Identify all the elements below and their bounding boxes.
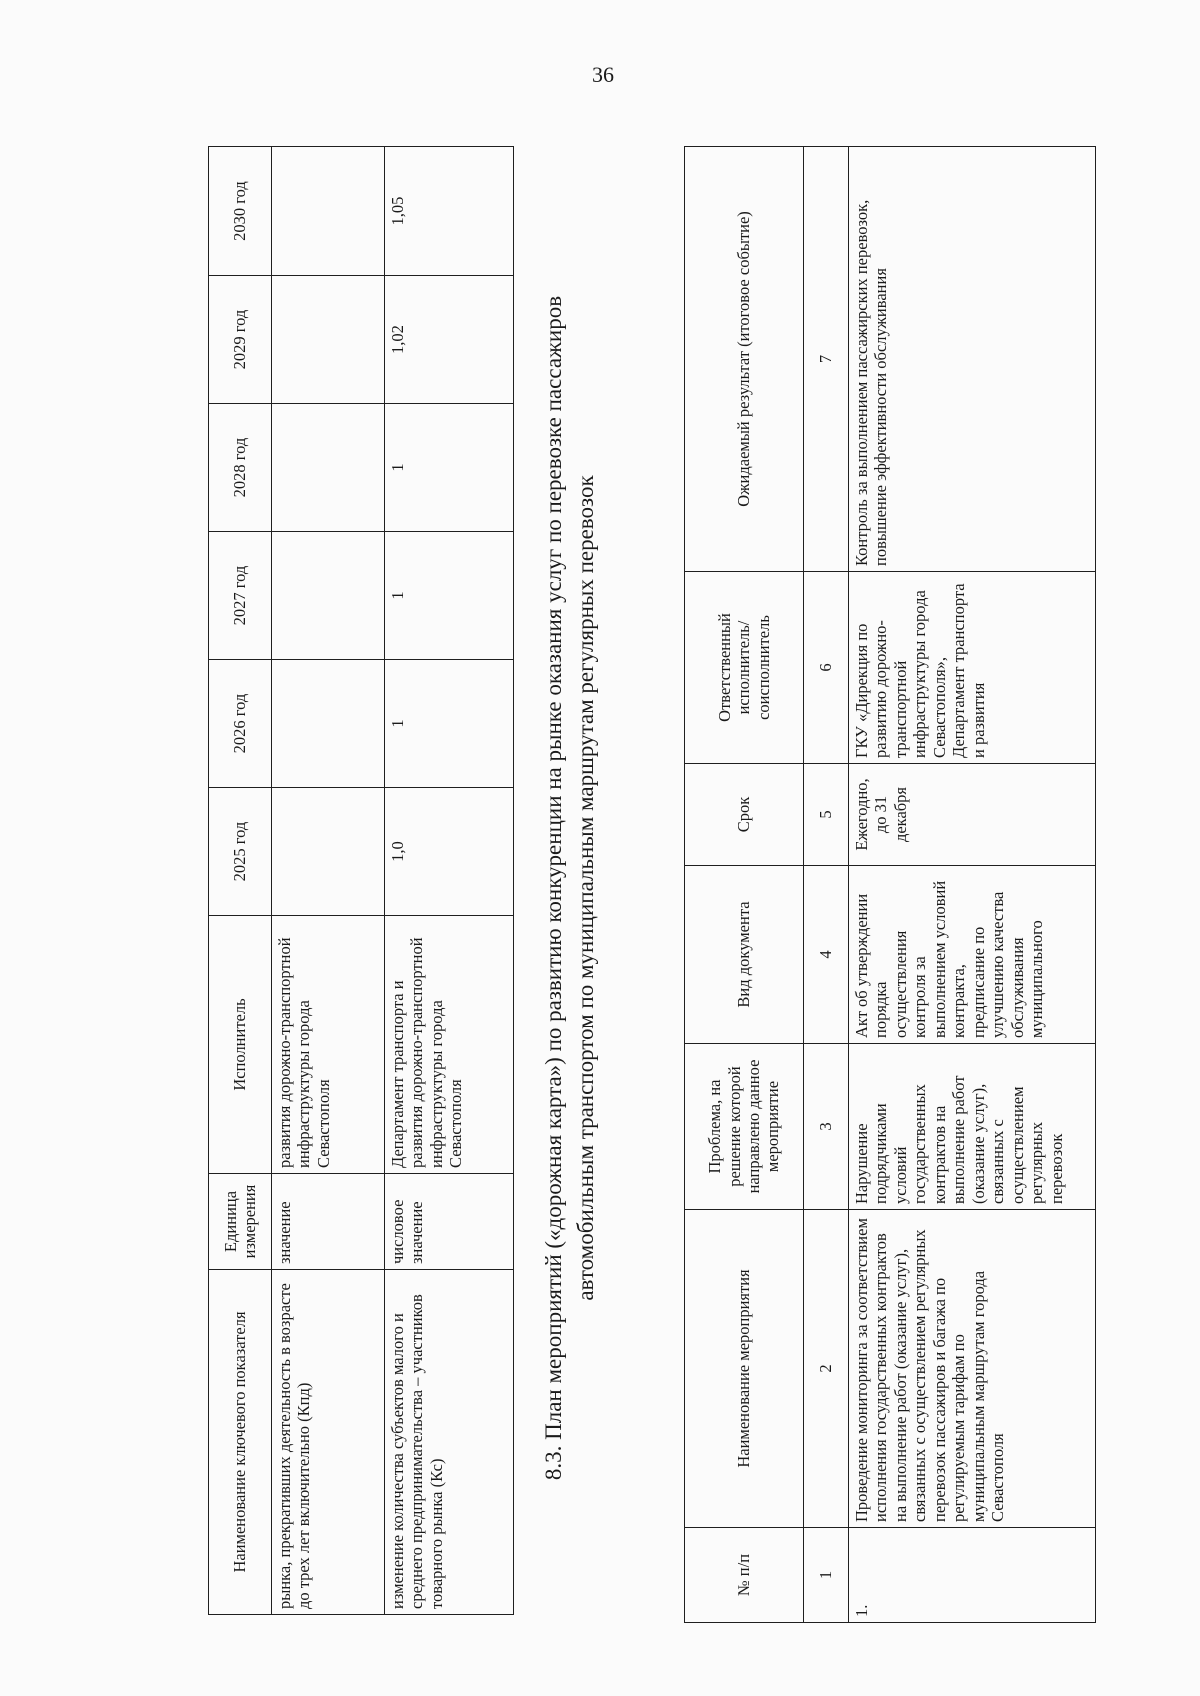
plan-header-row (685, 147, 804, 1623)
column-index: 5 (804, 764, 849, 866)
header-expected-result: Ожидаемый результат (итоговое событие) (685, 147, 804, 572)
table-row (385, 147, 514, 1615)
deadline-cell: Ежегодно, до 31 декабря (849, 764, 1096, 866)
row-number-cell: 1. (849, 1528, 1096, 1623)
table-row (849, 147, 1096, 1623)
table-row (272, 147, 385, 1615)
header-year-2026: 2026 год (209, 660, 272, 788)
header-measure-name: Наименование мероприятия (685, 1210, 804, 1528)
value-2029-cell (272, 276, 385, 404)
value-2029-cell: 1,02 (385, 276, 514, 404)
header-number: № п/п (685, 1528, 804, 1623)
problem-cell: Нарушение подрядчиками условий государственных контрактов на выполнение работ (оказание услуг), связанных с осуществлением регулярных перевозок (849, 1044, 1096, 1210)
document-type-cell: Акт об утверждении порядка осуществления контроля за выполнением условий контракта, предписание по улучшению качества обслуживания муниципального (849, 866, 1096, 1044)
header-executor: Исполнитель (209, 916, 272, 1174)
header-unit: Единица измерения (209, 1174, 272, 1270)
page-number: 36 (592, 62, 614, 87)
expected-result-cell: Контроль за выполнением пассажирских перевозок, повышение эффективности обслуживания (849, 147, 1096, 572)
column-index: 1 (804, 1528, 849, 1623)
value-2027-cell (272, 532, 385, 660)
value-2026-cell (272, 660, 385, 788)
measure-name-cell: Проведение мониторинга за соответствием исполнения государственных контрактов на выполнение работ (оказание услуг), связанных с осуществлением регулярных перевозок пассажиров и багажа по регулируемым тарифам по муниципальным маршрутам города Севастополя (849, 1210, 1096, 1528)
plan-table (684, 146, 1096, 1623)
indicator-table (208, 146, 514, 1615)
value-2025-cell (272, 788, 385, 916)
value-2028-cell: 1 (385, 404, 514, 532)
column-index: 7 (804, 147, 849, 572)
header-year-2027: 2027 год (209, 532, 272, 660)
header-deadline: Срок (685, 764, 804, 866)
section-heading: 8.3. План мероприятий («дорожная карта») по развитию конкуренции на рынке оказания услуг по перевозке пассажиров автомобильным транспортом по муниципальным маршрутам регулярных перевозок (541, 295, 598, 1481)
column-index: 4 (804, 866, 849, 1044)
header-indicator-name: Наименование ключевого показателя (209, 1270, 272, 1615)
header-responsible: Ответственный исполнитель/ соисполнитель (685, 572, 804, 764)
executor-cell: развития дорожно-транспортной инфраструктуры города Севастополя (272, 916, 385, 1174)
value-2026-cell: 1 (385, 660, 514, 788)
unit-cell: значение (272, 1174, 385, 1270)
header-document-type: Вид документа (685, 866, 804, 1044)
unit-cell: числовое значение (385, 1174, 514, 1270)
responsible-cell: ГКУ «Дирекция по развитию дорожно-транспортной инфраструктуры города Севастополя», Департамент транспорта и развития (849, 572, 1096, 764)
value-2025-cell: 1,0 (385, 788, 514, 916)
value-2030-cell: 1,05 (385, 147, 514, 276)
header-year-2025: 2025 год (209, 788, 272, 916)
header-year-2030: 2030 год (209, 147, 272, 276)
executor-cell: Департамент транспорта и развития дорожно-транспортной инфраструктуры города Севастополя (385, 916, 514, 1174)
indicator-header-row (209, 147, 272, 1615)
header-year-2029: 2029 год (209, 276, 272, 404)
indicator-name-cell: изменение количества субъектов малого и среднего предпринимательства – участников товарного рынка (Кс) (385, 1270, 514, 1615)
landscape-content (208, 143, 1108, 1623)
column-index: 2 (804, 1210, 849, 1528)
value-2028-cell (272, 404, 385, 532)
header-year-2028: 2028 год (209, 404, 272, 532)
value-2030-cell (272, 147, 385, 276)
column-index: 6 (804, 572, 849, 764)
column-index: 3 (804, 1044, 849, 1210)
value-2027-cell: 1 (385, 532, 514, 660)
indicator-name-cell: рынка, прекративших деятельность в возрасте до трех лет включительно (Кпд) (272, 1270, 385, 1615)
column-index-row (804, 147, 849, 1623)
header-problem: Проблема, на решение которой направлено данное мероприятие (685, 1044, 804, 1210)
